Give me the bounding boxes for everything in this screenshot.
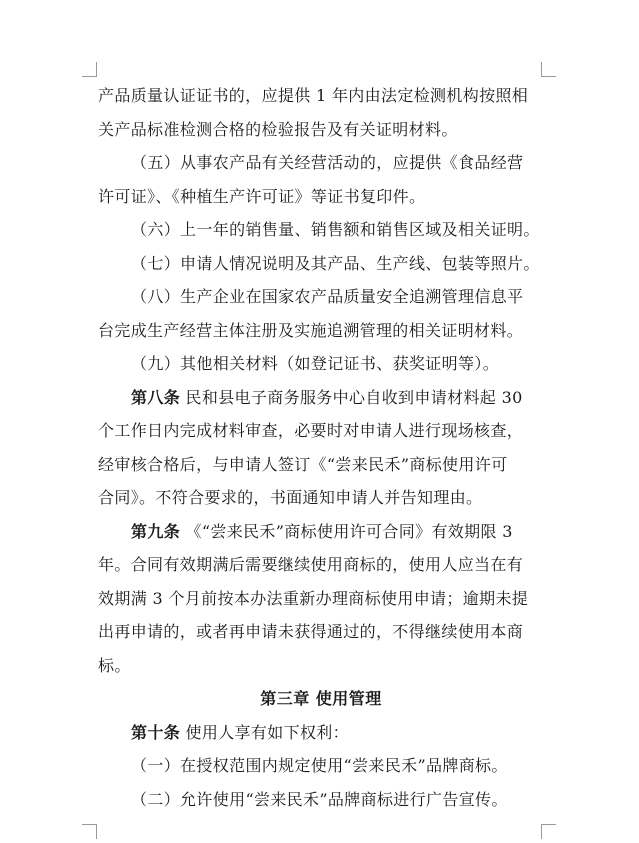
right-item-2 [98, 783, 544, 817]
document-body [98, 79, 544, 816]
article-8 [98, 381, 544, 515]
text-line: 经审核合格后，与申请人签订《“尝来民禾”商标使用许可 [98, 454, 508, 474]
text-line: 关产品标准检测合格的检验报告及有关证明材料。 [98, 119, 458, 139]
article-10-label: 第十条 [131, 722, 181, 742]
crop-mark-top-right [541, 62, 556, 77]
text-line: （一）在授权范围内规定使用“尝来民禾”品牌商标。 [131, 756, 508, 775]
article-9-text: 《“尝来民禾”商标使用许可合同》有效期限 3 [180, 521, 513, 541]
paragraph-item-8 [98, 280, 544, 347]
text-line: （七）申请人情况说明及其产品、生产线、包装等照片。 [131, 253, 540, 273]
text-line [98, 716, 544, 750]
text-line: 效期满 3 个月前按本办法重新办理商标使用申请；逾期未提 [98, 588, 529, 608]
text-line: （八）生产企业在国家农产品质量安全追溯管理信息平 [131, 287, 524, 306]
paragraph-certification-continued [98, 79, 544, 146]
chapter-3-heading: 第三章 使用管理 [260, 689, 382, 708]
article-8-label: 第八条 [131, 387, 181, 407]
text-line: （二）允许使用“尝来民禾”品牌商标进行广告宣传。 [131, 789, 508, 809]
crop-mark-bottom-left [82, 824, 97, 839]
text-line: （六）上一年的销售量、销售额和销售区域及相关证明。 [131, 220, 540, 239]
paragraph-item-7 [98, 247, 544, 281]
text-line [98, 515, 544, 549]
right-item-1 [98, 749, 544, 783]
text-line: 许可证》、《种植生产许可证》等证书复印件。 [98, 186, 426, 206]
text-line: （五）从事农产品有关经营活动的，应提供《食品经营 [131, 153, 524, 172]
text-line: 年。合同有效期满后需要继续使用商标的，使用人应当在有 [98, 555, 524, 574]
crop-mark-bottom-right [541, 824, 556, 839]
text-line: 标。 [98, 655, 131, 675]
paragraph-item-6 [98, 213, 544, 247]
crop-mark-top-left [82, 62, 97, 77]
paragraph-item-5 [98, 146, 544, 213]
text-line: 个工作日内完成材料审查，必要时对申请人进行现场核查， [98, 421, 524, 440]
text-line: 出再申请的，或者再申请未获得通过的，不得继续使用本商 [98, 622, 524, 641]
text-line: （九）其他相关材料（如登记证书、获奖证明等）。 [131, 354, 500, 373]
text-line: 合同》。不符合要求的，书面通知申请人并告知理由。 [98, 488, 483, 507]
article-10-text: 使用人享有如下权利： [180, 722, 349, 742]
paragraph-item-9 [98, 347, 544, 381]
text-line: 台完成生产经营主体注册及实施追溯管理的相关证明材料。 [98, 320, 524, 340]
text-line [98, 381, 544, 415]
article-9 [98, 515, 544, 683]
text-line: 产品质量认证证书的，应提供 1 年内由法定检测机构按照相 [98, 86, 529, 105]
article-9-label: 第九条 [131, 521, 181, 541]
article-10 [98, 716, 544, 750]
article-8-text: 民和县电子商务服务中心自收到申请材料起 30 [180, 387, 523, 407]
